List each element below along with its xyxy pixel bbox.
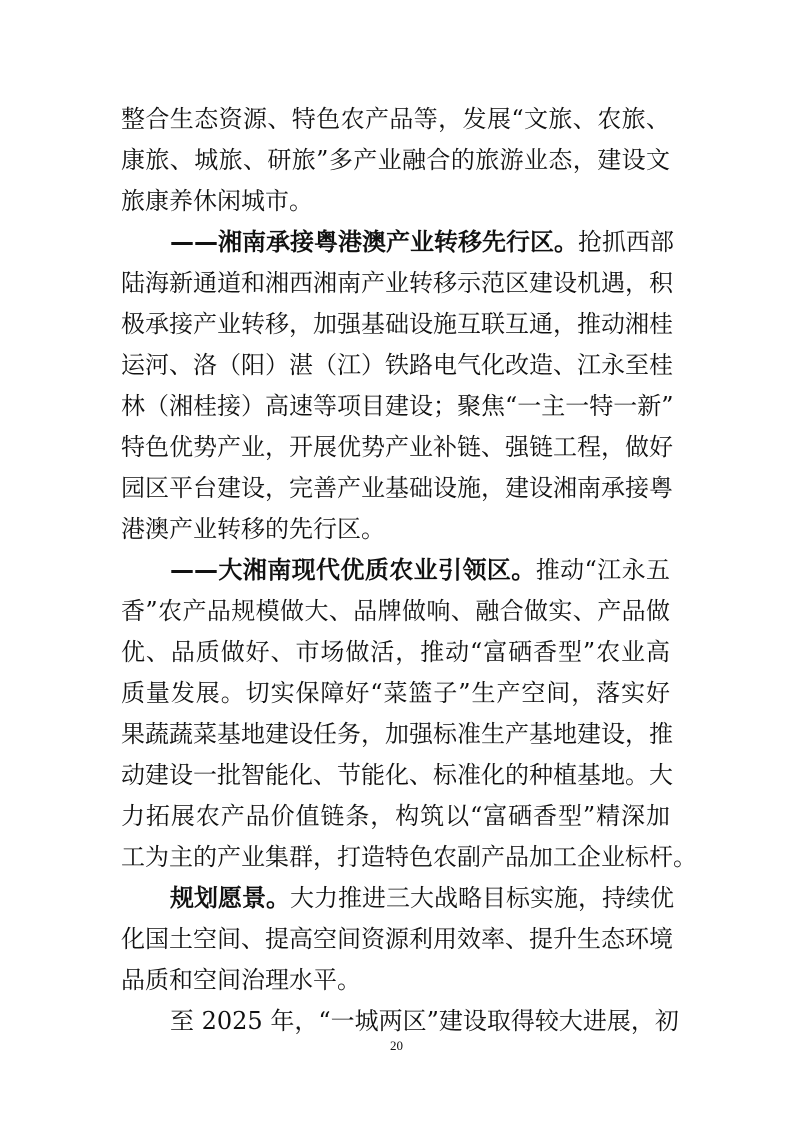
section-heading: ——大湘南现代优质农业引领区。 xyxy=(170,556,536,584)
text-line: 园区平台建设，完善产业基础设施，建设湘南承接粤 xyxy=(121,474,673,502)
text-line: 果蔬蔬菜基地建设任务，加强标准生产基地建设，推 xyxy=(121,720,673,748)
text-line: ——湘南承接粤港澳产业转移先行区。抢抓西部 xyxy=(170,228,674,256)
text-line: 林（湘桂接）高速等项目建设；聚焦“一主一特一新” xyxy=(121,392,674,420)
text-line: 极承接产业转移，加强基础设施互联互通，推动湘桂 xyxy=(121,310,673,338)
text-line: 至 2025 年，“一城两区”建设取得较大进展，初 xyxy=(170,1007,679,1035)
text-line: 港澳产业转移的先行区。 xyxy=(121,515,385,543)
text-line: 质量发展。切实保障好“菜篮子”生产空间，落实好 xyxy=(121,679,670,707)
text-line: 运河、洛（阳）湛（江）铁路电气化改造、江永至桂 xyxy=(121,351,673,379)
text-line: 化国土空间、提高空间资源利用效率、提升生态环境 xyxy=(121,925,673,953)
page-number: 20 xyxy=(390,1038,403,1053)
text-line: 优、品质做好、市场做活，推动“富硒香型”农业高 xyxy=(121,638,670,666)
section-heading: ——湘南承接粤港澳产业转移先行区。 xyxy=(170,228,578,256)
text-line: 动建设一批智能化、节能化、标准化的种植基地。大 xyxy=(121,761,673,789)
text-line: 工为主的产业集群，打造特色农副产品加工企业标杆。 xyxy=(121,843,697,871)
text-line: 康旅、城旅、研旅”多产业融合的旅游业态，建设文 xyxy=(121,146,670,174)
text-line: 陆海新通道和湘西湘南产业转移示范区建设机遇，积 xyxy=(121,269,673,297)
text-line: 整合生态资源、特色农产品等，发展“文旅、农旅、 xyxy=(121,105,670,133)
text-line: 品质和空间治理水平。 xyxy=(121,966,361,994)
text-line: 旅康养休闲城市。 xyxy=(121,187,313,215)
section-heading: 规划愿景。 xyxy=(170,884,290,912)
text-line: 特色优势产业，开展优势产业补链、强链工程，做好 xyxy=(121,433,673,461)
text-line: ——大湘南现代优质农业引领区。推动“江永五 xyxy=(170,556,670,584)
text-line: 香”农产品规模做大、品牌做响、融合做实、产品做 xyxy=(121,597,670,625)
text-line: 规划愿景。大力推进三大战略目标实施，持续优 xyxy=(170,884,674,912)
text-line: 力拓展农产品价值链条，构筑以“富硒香型”精深加 xyxy=(121,802,670,830)
